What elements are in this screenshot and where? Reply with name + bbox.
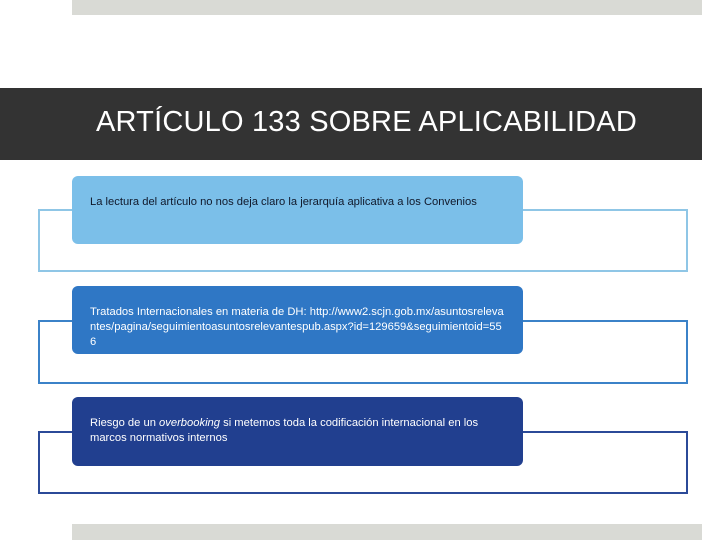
item-3-text-italic: overbooking (159, 417, 220, 429)
bottom-decorative-bar (72, 524, 702, 540)
item-3-text-after: si metemos toda la codificación internacional en los marcos normativos internos (90, 417, 482, 444)
top-decorative-bar (72, 0, 702, 15)
item-2-text: Tratados Internacionales en materia de DH: http://www2.scjn.gob.mx/asuntosrelevantes/pagina/seguimientoasuntosrelevantespub.aspx?id=129659&seguimientoid=556 (90, 306, 504, 348)
item-3-text-before: Riesgo de un (90, 417, 160, 429)
slide-title: ARTÍCULO 133 SOBRE APLICABILIDAD (96, 106, 637, 138)
item-2-box (72, 286, 523, 354)
item-1-text: La lectura del artículo no nos deja claro la jerarquía aplicativa a los Convenios (90, 196, 477, 208)
item-1-box (72, 176, 523, 244)
item-3-box (72, 397, 523, 466)
